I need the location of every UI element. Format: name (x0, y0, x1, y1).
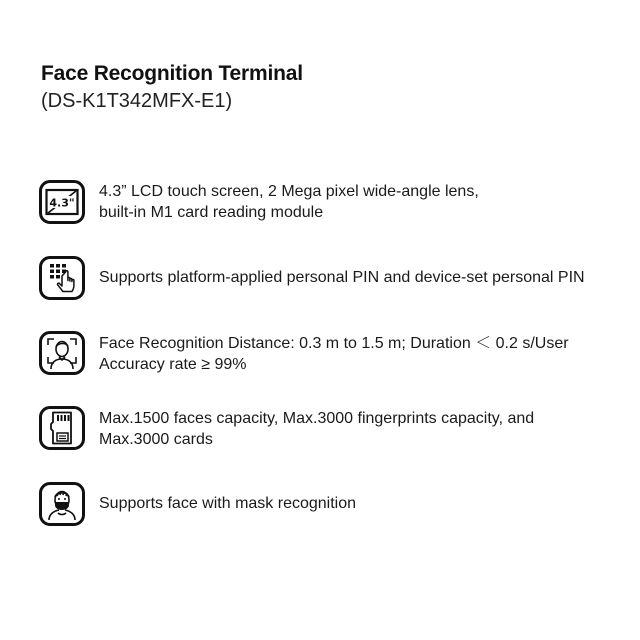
screen-4-3-icon (39, 180, 85, 224)
feature-text-line: Max.1500 faces capacity, Max.3000 fingerprints capacity, and (99, 410, 535, 427)
feature-pin (39, 256, 585, 300)
product-model: (DS-K1T342MFX-E1) (41, 90, 233, 112)
feature-text-line: Accuracy rate ≥ 99% (99, 356, 247, 373)
keypad-touch-icon (39, 256, 85, 300)
feature-mask (39, 482, 357, 526)
feature-text-line: Max.3000 cards (99, 431, 213, 448)
feature-text-line: Supports face with mask recognition (99, 495, 357, 512)
feature-screen (39, 180, 479, 224)
face-mask-icon (39, 482, 85, 526)
feature-text-line: Supports platform-applied personal PIN and device-set personal PIN (99, 269, 585, 286)
face-scan-icon (39, 331, 85, 375)
feature-capacity (39, 406, 535, 450)
feature-text-line: 4.3” LCD touch screen, 2 Mega pixel wide-angle lens, (99, 183, 479, 200)
feature-text-line: Face Recognition Distance: 0.3 m to 1.5 m; Duration ＜ 0.2 s/User (99, 335, 569, 352)
feature-face-recognition (39, 331, 569, 375)
memory-card-icon (39, 406, 85, 450)
screen-size-label: 4.3" (49, 196, 75, 210)
product-title: Face Recognition Terminal (41, 62, 303, 85)
feature-text-line: built-in M1 card reading module (99, 204, 324, 221)
